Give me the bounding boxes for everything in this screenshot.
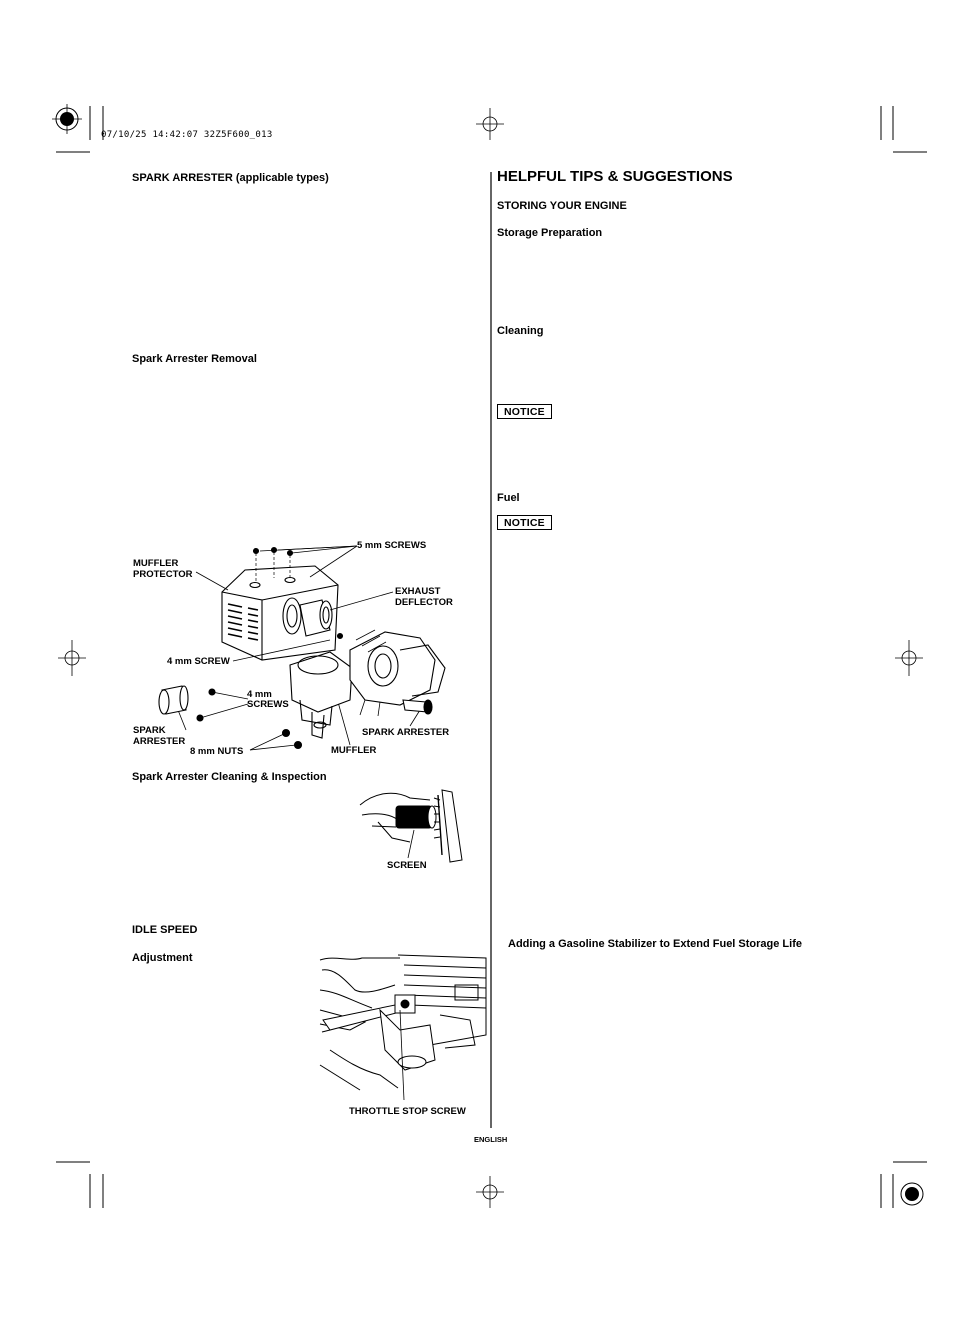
spark-arrester-removal-heading: Spark Arrester Removal — [132, 353, 257, 365]
label-throttle-stop-screw: THROTTLE STOP SCREW — [349, 1106, 466, 1117]
storing-engine-heading: STORING YOUR ENGINE — [497, 200, 627, 212]
label-exhaust-deflector-line1: EXHAUST — [395, 586, 441, 597]
crop-marks-top-right — [881, 106, 927, 152]
fuel-heading: Fuel — [497, 492, 520, 504]
throttle-stop-screw-illustration — [320, 953, 487, 1100]
print-stamp: 07/10/25 14:42:07 32Z5F600_013 — [101, 130, 273, 140]
storage-preparation-heading: Storage Preparation — [497, 227, 603, 239]
label-muffler-protector-line1: MUFFLER — [133, 558, 179, 569]
spark-arrester-exploded-diagram — [159, 546, 445, 750]
screen-cleaning-illustration — [360, 790, 462, 862]
notice-box-cleaning: NOTICE — [497, 404, 552, 419]
label-spark-arrester-right: SPARK ARRESTER — [362, 727, 450, 738]
label-4mm-screw: 4 mm SCREW — [167, 656, 230, 667]
language-footer: ENGLISH — [474, 1135, 508, 1144]
spark-arrester-heading: SPARK ARRESTER (applicable types) — [132, 172, 329, 184]
label-muffler: MUFFLER — [331, 745, 377, 756]
notice-box-fuel: NOTICE — [497, 515, 552, 530]
crosshair-right — [895, 640, 923, 676]
label-4mm-screws-line1: 4 mm — [247, 689, 272, 700]
label-5mm-screws: 5 mm SCREWS — [357, 540, 427, 551]
crop-marks-bottom-left — [56, 1162, 103, 1208]
crosshair-bottom — [476, 1176, 504, 1208]
idle-speed-heading: IDLE SPEED — [132, 924, 198, 936]
spark-arrester-cleaning-heading: Spark Arrester Cleaning & Inspection — [132, 771, 327, 783]
crosshair-top — [476, 108, 504, 140]
cleaning-heading: Cleaning — [497, 325, 544, 337]
label-muffler-protector-line2: PROTECTOR — [133, 569, 193, 580]
gasoline-stabilizer-heading: Adding a Gasoline Stabilizer to Extend Fuel Storage Life — [508, 938, 802, 950]
label-spark-arrester-left-line1: SPARK — [133, 725, 166, 736]
label-spark-arrester-left-line2: ARRESTER — [133, 736, 186, 747]
label-4mm-screws-line2: SCREWS — [247, 699, 289, 710]
label-exhaust-deflector-line2: DEFLECTOR — [395, 597, 453, 608]
registration-target-top-left — [52, 104, 82, 134]
label-screen: SCREEN — [387, 860, 427, 871]
adjustment-heading: Adjustment — [132, 952, 193, 964]
registration-target-bottom-right — [897, 1179, 927, 1209]
helpful-tips-title: HELPFUL TIPS & SUGGESTIONS — [497, 168, 733, 185]
label-8mm-nuts: 8 mm NUTS — [190, 746, 244, 757]
crosshair-left — [58, 640, 86, 676]
